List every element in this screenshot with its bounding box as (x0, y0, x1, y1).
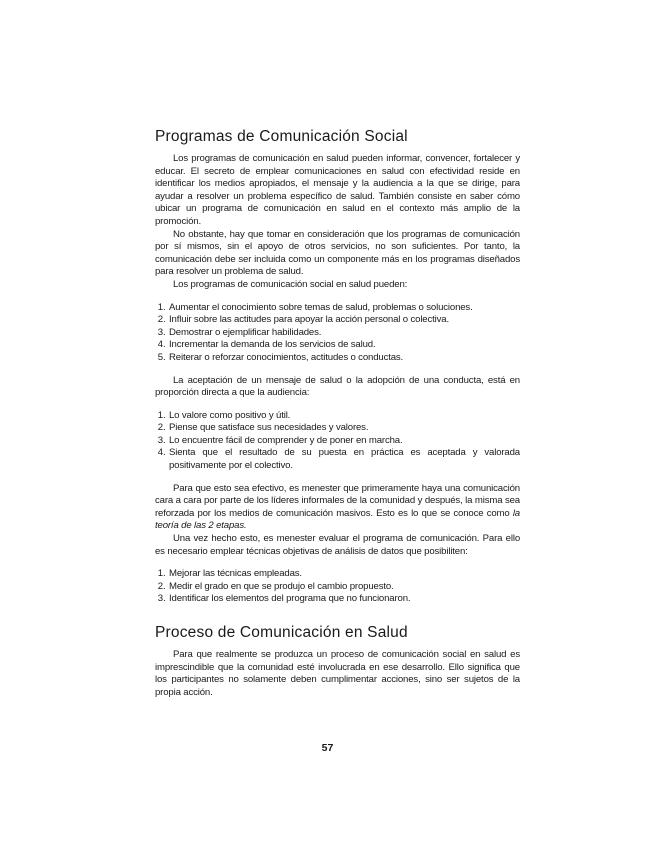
paragraph: Los programas de comunicación social en salud pueden: (173, 278, 408, 290)
paragraph: Una vez hecho esto, es menester evaluar el programa de comunicación. Para ello es necesario emplear técnicas objetivas de análisis de datos que posibiliten: (155, 533, 520, 557)
paragraph-text: Para que esto sea efectivo, es menester que primeramente haya una comunicación cara a cara por parte de los líderes informales de la comunidad y después, la misma sea reforzada por los medios de comunicación masivos. Esto es lo que se conoce como (155, 482, 520, 519)
list-item: 1. Aumentar el conocimiento sobre temas de salud, problemas o soluciones. (168, 302, 520, 315)
italic-term: la teoría de las 2 etapas. (155, 507, 520, 532)
list-item: 1. Mejorar las técnicas empleadas. (168, 568, 520, 581)
page-content (155, 128, 520, 699)
list-programas-pueden (155, 302, 520, 365)
list-item: 3. Identificar los elementos del programa que no funcionaron. (168, 593, 520, 606)
paragraph (155, 483, 520, 533)
list-item: 2. Medir el grado en que se produjo el cambio propuesto. (168, 581, 520, 594)
paragraph: No obstante, hay que tomar en consideración que los programas de comunicación por sí mismos, sin el apoyo de otros servicios, no son suficientes. Por tanto, la comunicación debe ser incluida como un componente más en los programas diseñados para resolver un problema de salud. (155, 228, 520, 278)
list-item: 5. Reiterar o reforzar conocimientos, actitudes o conductas. (168, 352, 520, 365)
section-title-programas: Programas de Comunicación Social (155, 128, 408, 145)
list-item: 4. Incrementar la demanda de los servicios de salud. (168, 339, 520, 352)
list-audiencia (155, 410, 520, 473)
section-title-proceso: Proceso de Comunicación en Salud (155, 624, 408, 641)
list-evaluacion (155, 568, 520, 606)
page-number: 57 (321, 742, 334, 754)
paragraph: La aceptación de un mensaje de salud o la adopción de una conducta, está en proporción directa a que la audiencia: (155, 374, 520, 399)
list-item: 2. Influir sobre las actitudes para apoyar la acción personal o colectiva. (168, 314, 520, 327)
list-item: 2. Piense que satisface sus necesidades y valores. (168, 422, 520, 435)
list-item: 4. Sienta que el resultado de su puesta en práctica es aceptada y valorada positivamente por el colectivo. (168, 447, 520, 472)
paragraph: Los programas de comunicación en salud pueden informar, convencer, fortalecer y educar. El secreto de emplear comunicaciones en salud con efectividad reside en identificar los medios apropiados, el mensaje y la audiencia a la que se dirige, para ayudar a resolver un problema específico de salud. También consiste en saber cómo ubicar un programa de comunicación en salud en el contexto más amplio de la promoción. (155, 153, 520, 227)
list-item: 1. Lo valore como positivo y útil. (168, 410, 520, 423)
list-item: 3. Lo encuentre fácil de comprender y de poner en marcha. (168, 435, 520, 448)
list-item: 3. Demostrar o ejemplificar habilidades. (168, 327, 520, 340)
paragraph: Para que realmente se produzca un proceso de comunicación social en salud es imprescindible que la comunidad esté involucrada en ese desarrollo. Ello significa que los participantes no solamente deben cumplimentar acciones, sino ser sujetos de la propia acción. (155, 649, 520, 698)
